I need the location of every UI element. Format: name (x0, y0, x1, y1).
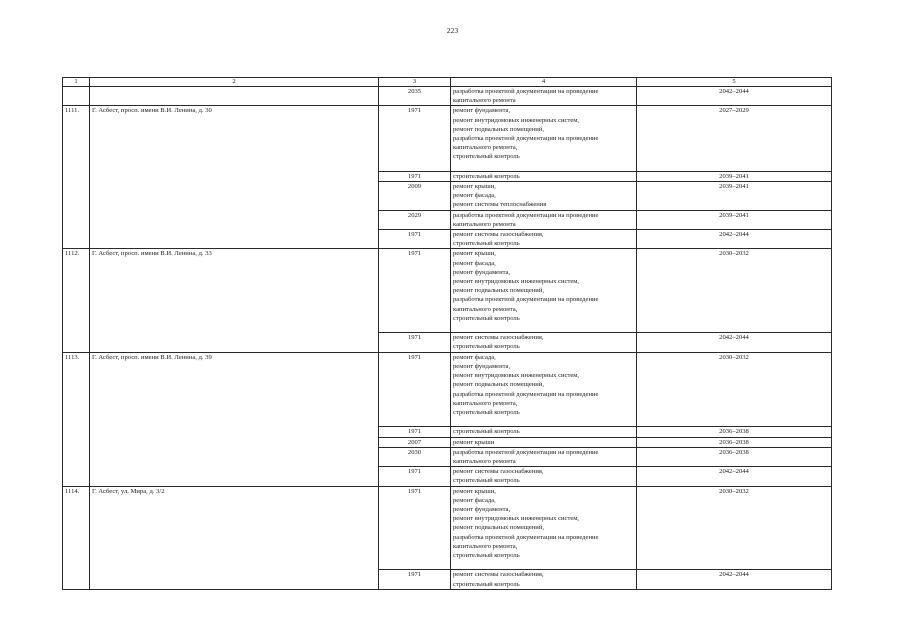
work-item: строительный контроль (453, 477, 520, 485)
work-item: строительный контроль (453, 343, 520, 351)
work-item: капитального ремонта (453, 457, 516, 465)
period-cell: 2027–2029 (637, 106, 832, 171)
spacer (453, 560, 634, 569)
works-cell (451, 249, 637, 333)
works-cell (451, 230, 637, 249)
year-cell: 1971 (379, 249, 451, 333)
works-cell (451, 467, 637, 486)
object-number: 1112. (63, 249, 90, 352)
work-item: строительный контроль (453, 551, 520, 559)
work-item: ремонт фасада, (453, 192, 496, 200)
period-cell: 2042–2044 (637, 467, 832, 486)
works-cell (451, 486, 637, 570)
work-item: ремонт подвальных помещений, (453, 381, 544, 389)
works-cell (451, 87, 637, 106)
work-item: ремонт фундамента, (453, 268, 511, 276)
work-item: ремонт крыши (453, 438, 495, 446)
table-row (63, 249, 832, 333)
period-cell: 2042–2044 (637, 570, 832, 589)
period-cell: 2039–2041 (637, 210, 832, 229)
work-item: капитального ремонта (453, 220, 516, 228)
page-number: 223 (446, 26, 459, 35)
period-cell: 2042–2044 (637, 333, 832, 352)
period-cell: 2030–2032 (637, 352, 832, 427)
object-number (63, 87, 90, 106)
period-cell: 2039–2041 (637, 182, 832, 211)
work-item: капитального ремонта, (453, 305, 518, 313)
year-cell: 1971 (379, 333, 451, 352)
period-cell: 2042–2044 (637, 230, 832, 249)
work-item: ремонт системы газоснабжения, (453, 334, 544, 342)
works-cell (451, 210, 637, 229)
header-cell: 1 (63, 78, 90, 87)
work-item: ремонт внутридомовых инженерных систем, (453, 278, 580, 286)
period-cell: 2030–2032 (637, 249, 832, 333)
object-address: Г. Асбест, просп. имени В.И. Ленина, д. 30 (90, 106, 379, 249)
work-item: ремонт внутридомовых инженерных систем, (453, 515, 580, 523)
work-item: ремонт системы газоснабжения, (453, 571, 544, 579)
work-item: строительный контроль (453, 580, 520, 588)
object-number: 1111. (63, 106, 90, 249)
works-cell (451, 333, 637, 352)
year-cell: 1971 (379, 352, 451, 427)
work-item: ремонт системы теплоснабжения (453, 201, 547, 209)
spacer (453, 162, 634, 171)
work-item: разработка проектной документации на проведение (453, 211, 599, 219)
work-item: строительный контроль (453, 153, 520, 161)
capital-repair-table (62, 77, 832, 590)
period-cell: 2036–2038 (637, 437, 832, 447)
object-number: 1114. (63, 486, 90, 589)
work-item: ремонт подвальных помещений, (453, 524, 544, 532)
period-cell: 2036–2038 (637, 427, 832, 437)
works-cell (451, 106, 637, 171)
works-cell (451, 352, 637, 427)
header-cell: 3 (379, 78, 451, 87)
work-item: ремонт фундамента, (453, 362, 511, 370)
work-item: ремонт крыши, (453, 250, 496, 258)
work-item: капитального ремонта (453, 97, 516, 105)
object-address: Г. Асбест, ул. Мира, д. 3/2 (90, 486, 379, 589)
spacer (453, 417, 634, 426)
table-row (63, 486, 832, 570)
work-item: разработка проектной документации на проведение (453, 533, 599, 541)
works-cell (451, 427, 637, 437)
work-item: ремонт внутридомовых инженерных систем, (453, 116, 580, 124)
work-item: строительный контроль (453, 240, 520, 248)
work-item: разработка проектной документации на проведение (453, 296, 599, 304)
period-cell: 2030–2032 (637, 486, 832, 570)
object-number: 1113. (63, 352, 90, 486)
works-cell (451, 182, 637, 211)
work-item: ремонт крыши, (453, 487, 496, 495)
work-item: ремонт подвальных помещений, (453, 125, 544, 133)
work-item: разработка проектной документации на проведение (453, 390, 599, 398)
period-cell: 2042–2044 (637, 87, 832, 106)
work-item: ремонт системы газоснабжения, (453, 468, 544, 476)
work-item: ремонт фундамента, (453, 107, 511, 115)
year-cell: 1971 (379, 230, 451, 249)
year-cell: 1971 (379, 171, 451, 181)
work-item: строительный контроль (453, 172, 520, 180)
table-row (63, 352, 832, 427)
work-item: строительный контроль (453, 428, 520, 436)
work-item: ремонт системы газоснабжения, (453, 231, 544, 239)
work-item: разработка проектной документации на проведение (453, 88, 599, 95)
header-row (63, 78, 832, 87)
header-cell: 4 (451, 78, 637, 87)
header-cell: 2 (90, 78, 379, 87)
work-item: ремонт фасада, (453, 353, 496, 361)
object-address (90, 87, 379, 106)
year-cell: 1971 (379, 570, 451, 589)
work-item: ремонт внутридомовых инженерных систем, (453, 372, 580, 380)
year-cell: 2035 (379, 87, 451, 106)
year-cell: 1971 (379, 467, 451, 486)
work-item: ремонт подвальных помещений, (453, 287, 544, 295)
year-cell: 2007 (379, 437, 451, 447)
spacer (453, 323, 634, 332)
work-item: капитального ремонта, (453, 542, 518, 550)
table-row (63, 106, 832, 171)
work-item: разработка проектной документации на проведение (453, 135, 599, 143)
year-cell: 2029 (379, 210, 451, 229)
works-cell (451, 171, 637, 181)
year-cell: 1971 (379, 427, 451, 437)
work-item: ремонт фундамента, (453, 505, 511, 513)
work-item: строительный контроль (453, 408, 520, 416)
object-address: Г. Асбест, просп. имени В.И. Ленина, д. 33 (90, 249, 379, 352)
works-cell (451, 570, 637, 589)
work-item: ремонт крыши, (453, 183, 496, 191)
year-cell: 1971 (379, 486, 451, 570)
header-cell: 5 (637, 78, 832, 87)
period-cell: 2036–2038 (637, 447, 832, 466)
work-item: разработка проектной документации на проведение (453, 448, 599, 456)
table-row (63, 87, 832, 106)
works-cell (451, 437, 637, 447)
year-cell: 1971 (379, 106, 451, 171)
year-cell: 2009 (379, 182, 451, 211)
object-address: Г. Асбест, просп. имени В.И. Ленина, д. 39 (90, 352, 379, 486)
work-item: ремонт фасада, (453, 259, 496, 267)
work-item: капитального ремонта, (453, 399, 518, 407)
works-cell (451, 447, 637, 466)
work-item: строительный контроль (453, 314, 520, 322)
period-cell: 2039–2041 (637, 171, 832, 181)
work-item: капитального ремонта, (453, 144, 518, 152)
work-item: ремонт фасада, (453, 496, 496, 504)
year-cell: 2030 (379, 447, 451, 466)
